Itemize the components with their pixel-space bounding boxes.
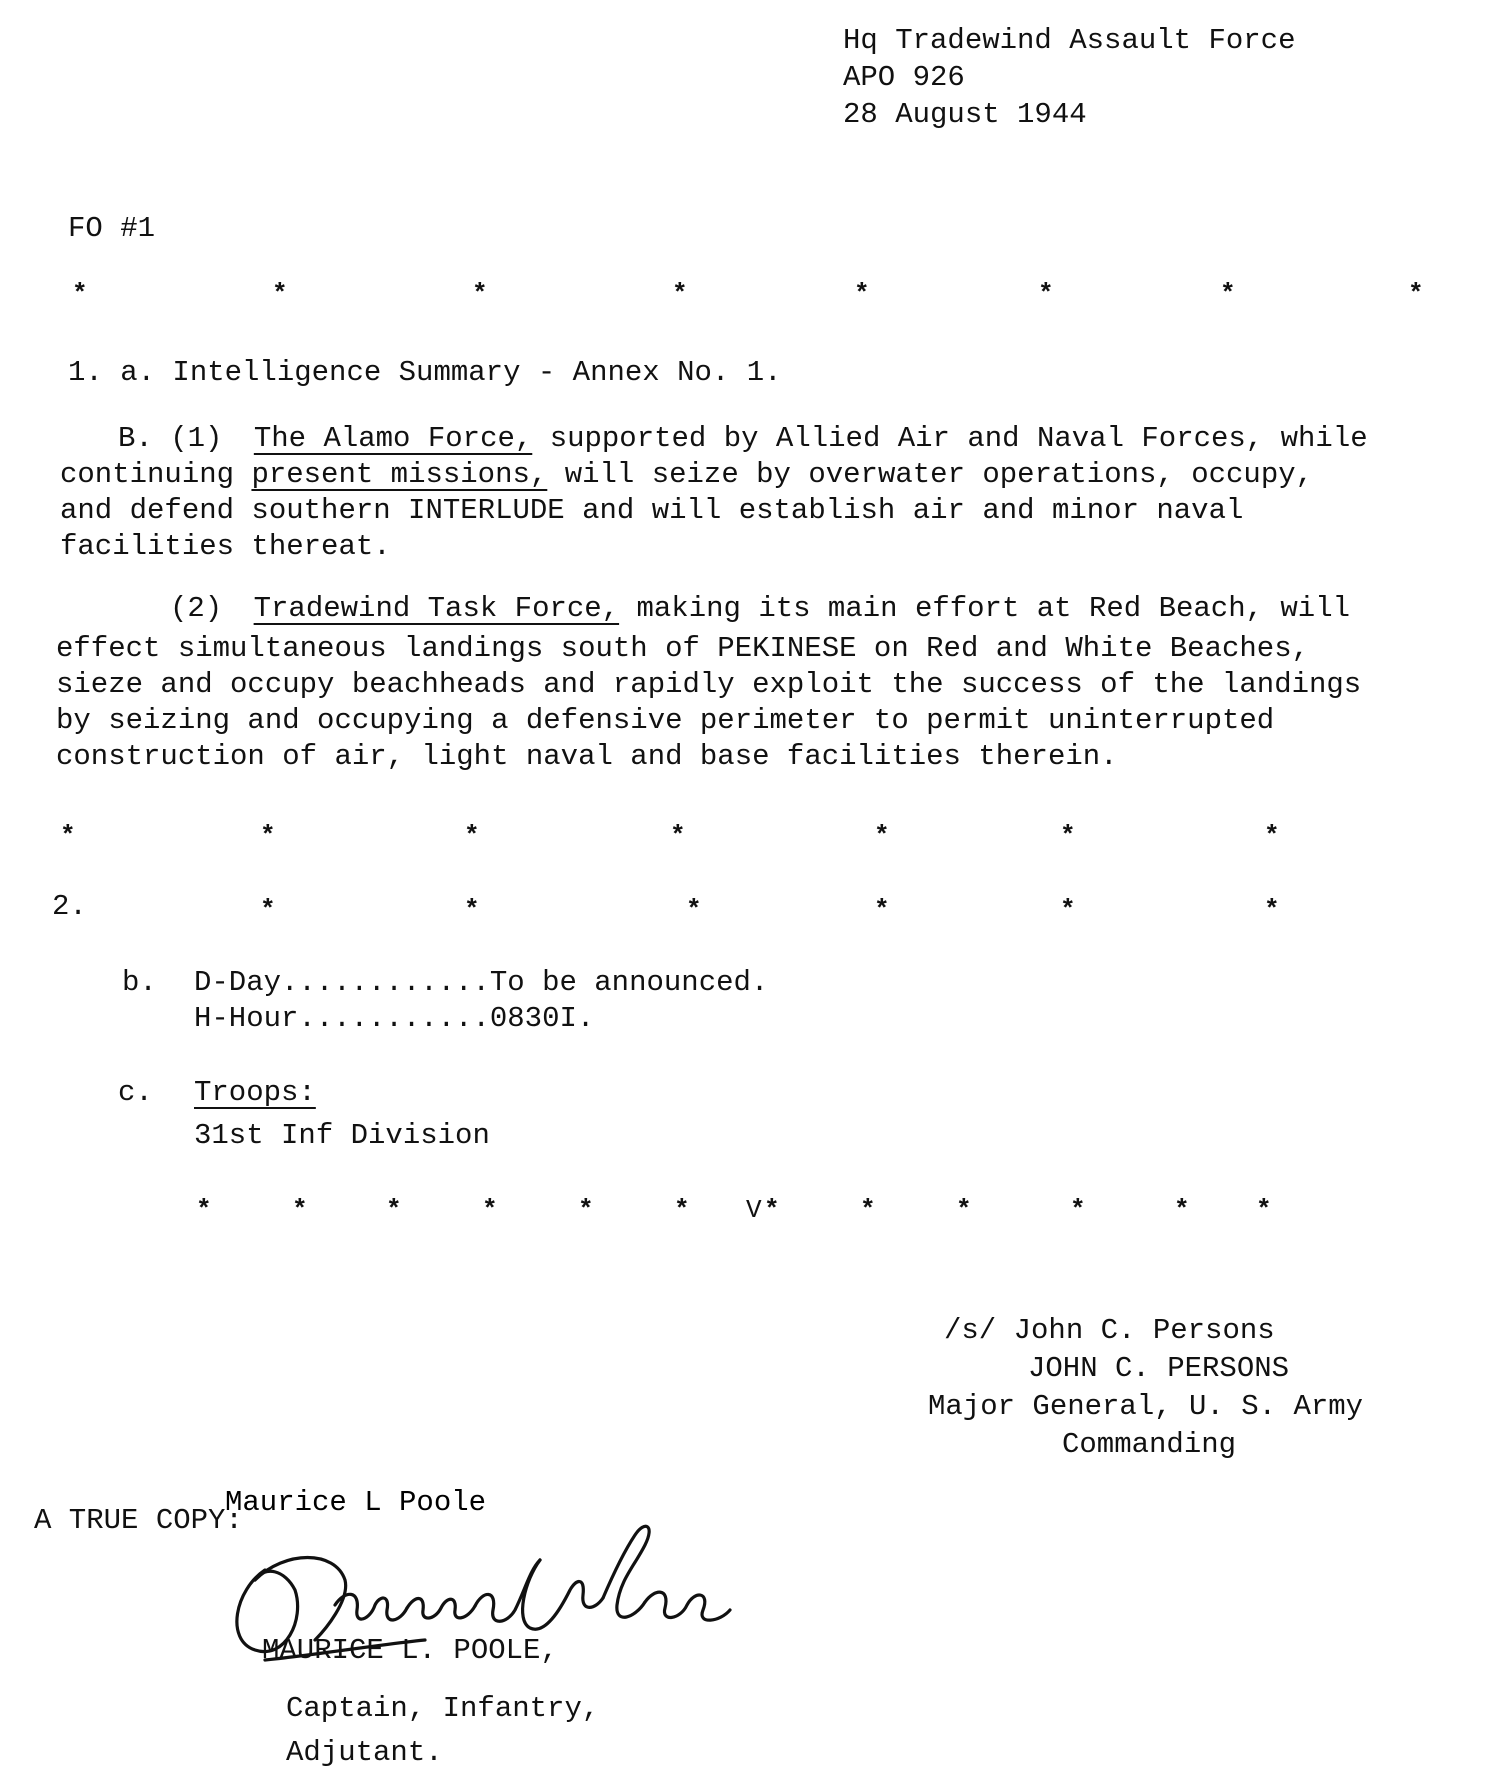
true-copy-rank: Captain, Infantry, bbox=[286, 1692, 600, 1725]
handwritten-signature-text: Maurice L Poole bbox=[225, 1486, 487, 1519]
asterisk: * bbox=[260, 895, 276, 925]
asterisk: * bbox=[482, 1195, 498, 1225]
asterisk: * bbox=[874, 821, 890, 851]
paragraph-b2-label: (2) bbox=[170, 592, 223, 625]
true-copy-name: MAURICE L. POOLE, bbox=[262, 1634, 558, 1667]
dday-label: D-Day bbox=[194, 966, 282, 999]
asterisk-row-4 bbox=[0, 1192, 1491, 1225]
dday-value: To be announced. bbox=[489, 966, 769, 999]
paragraph-b1-line1 bbox=[118, 420, 1368, 457]
asterisk-row-1 bbox=[0, 276, 1491, 309]
asterisk: * bbox=[260, 821, 276, 851]
asterisk: * bbox=[472, 279, 488, 309]
troops-label: Troops: bbox=[194, 1076, 316, 1109]
section-1a bbox=[68, 354, 782, 391]
signature-role: Commanding bbox=[1062, 1428, 1237, 1461]
asterisk: * bbox=[1174, 1195, 1190, 1225]
asterisk: * bbox=[874, 895, 890, 925]
asterisk: * bbox=[196, 1195, 212, 1225]
paragraph-b1-text: continuing bbox=[60, 458, 235, 491]
asterisk: * bbox=[670, 821, 686, 851]
asterisk: * bbox=[956, 1195, 972, 1225]
asterisk: * bbox=[386, 1195, 402, 1225]
asterisk: * bbox=[272, 279, 288, 309]
true-copy-role: Adjutant. bbox=[286, 1736, 443, 1769]
tradewind-task-force-underlined: Tradewind Task Force, bbox=[253, 592, 620, 625]
paragraph-b1-line2 bbox=[60, 456, 1313, 493]
section-2c-label: c. bbox=[118, 1076, 153, 1109]
hhour-row bbox=[194, 1000, 594, 1037]
asterisk: * bbox=[1220, 279, 1236, 309]
asterisk: * bbox=[672, 279, 688, 309]
asterisk: * bbox=[1060, 895, 1076, 925]
signature-name: JOHN C. PERSONS bbox=[1028, 1352, 1290, 1385]
paragraph-b2-line2: effect simultaneous landings south of PEKINESE on Red and White Beaches, bbox=[56, 632, 1310, 665]
hhour-label: H-Hour bbox=[194, 1002, 299, 1035]
paragraph-b1-line4: facilities thereat. bbox=[60, 530, 391, 563]
header-date: 28 August 1944 bbox=[843, 98, 1087, 131]
section-1a-text: Intelligence Summary - Annex No. 1. bbox=[172, 356, 782, 389]
paragraph-b2-line5: construction of air, light naval and base facilities therein. bbox=[56, 740, 1118, 773]
present-missions-underlined: present missions, bbox=[251, 458, 548, 491]
paragraph-b1-label: B. (1) bbox=[118, 422, 223, 455]
asterisk: * bbox=[464, 821, 480, 851]
signature-rank: Major General, U. S. Army bbox=[928, 1390, 1364, 1423]
asterisk: * bbox=[72, 279, 88, 309]
paragraph-b1-text: will seize by overwater operations, occupy, bbox=[564, 458, 1314, 491]
paragraph-b1-line3: and defend southern INTERLUDE and will establish air and minor naval bbox=[60, 494, 1244, 527]
asterisk: * bbox=[1060, 821, 1076, 851]
asterisk: * bbox=[1038, 279, 1054, 309]
true-copy-label: A TRUE COPY: bbox=[34, 1504, 243, 1537]
order-id: FO #1 bbox=[68, 212, 156, 245]
dday-leader-dots: ............ bbox=[281, 966, 490, 999]
paragraph-b2-line3: sieze and occupy beachheads and rapidly exploit the success of the landings bbox=[56, 668, 1362, 701]
asterisk: * bbox=[578, 1195, 594, 1225]
section-2-number: 2. bbox=[52, 890, 87, 923]
paragraph-b2-line1 bbox=[170, 590, 1350, 627]
section-1a-number: 1. a. bbox=[68, 356, 156, 389]
alamo-force-underlined: The Alamo Force, bbox=[253, 422, 533, 455]
asterisk-row-3 bbox=[0, 892, 1491, 925]
v-mark: V bbox=[746, 1195, 762, 1225]
asterisk: * bbox=[464, 895, 480, 925]
asterisk: * bbox=[1256, 1195, 1272, 1225]
header-unit: Hq Tradewind Assault Force bbox=[843, 24, 1296, 57]
asterisk: * bbox=[292, 1195, 308, 1225]
header-apo: APO 926 bbox=[843, 61, 965, 94]
asterisk: * bbox=[686, 895, 702, 925]
section-2b-label: b. bbox=[122, 966, 157, 999]
asterisk: * bbox=[1070, 1195, 1086, 1225]
asterisk: * bbox=[674, 1195, 690, 1225]
asterisk: * bbox=[60, 821, 76, 851]
paragraph-b1-text: supported by Allied Air and Naval Forces, while bbox=[549, 422, 1368, 455]
asterisk: * bbox=[1264, 821, 1280, 851]
signature-s-line: /s/ John C. Persons bbox=[944, 1314, 1275, 1347]
asterisk-row-2 bbox=[0, 818, 1491, 851]
asterisk: * bbox=[1264, 895, 1280, 925]
asterisk: * bbox=[764, 1195, 780, 1225]
asterisk: * bbox=[860, 1195, 876, 1225]
asterisk: * bbox=[1408, 279, 1424, 309]
hhour-value: 0830I. bbox=[489, 1002, 595, 1035]
paragraph-b2-line4: by seizing and occupying a defensive perimeter to permit uninterrupted bbox=[56, 704, 1275, 737]
asterisk: * bbox=[854, 279, 870, 309]
paragraph-b2-text: making its main effort at Red Beach, will bbox=[636, 592, 1351, 625]
hhour-leader-dots: ........... bbox=[298, 1002, 490, 1035]
dday-row bbox=[194, 964, 768, 1001]
troops-value: 31st Inf Division bbox=[194, 1119, 490, 1152]
